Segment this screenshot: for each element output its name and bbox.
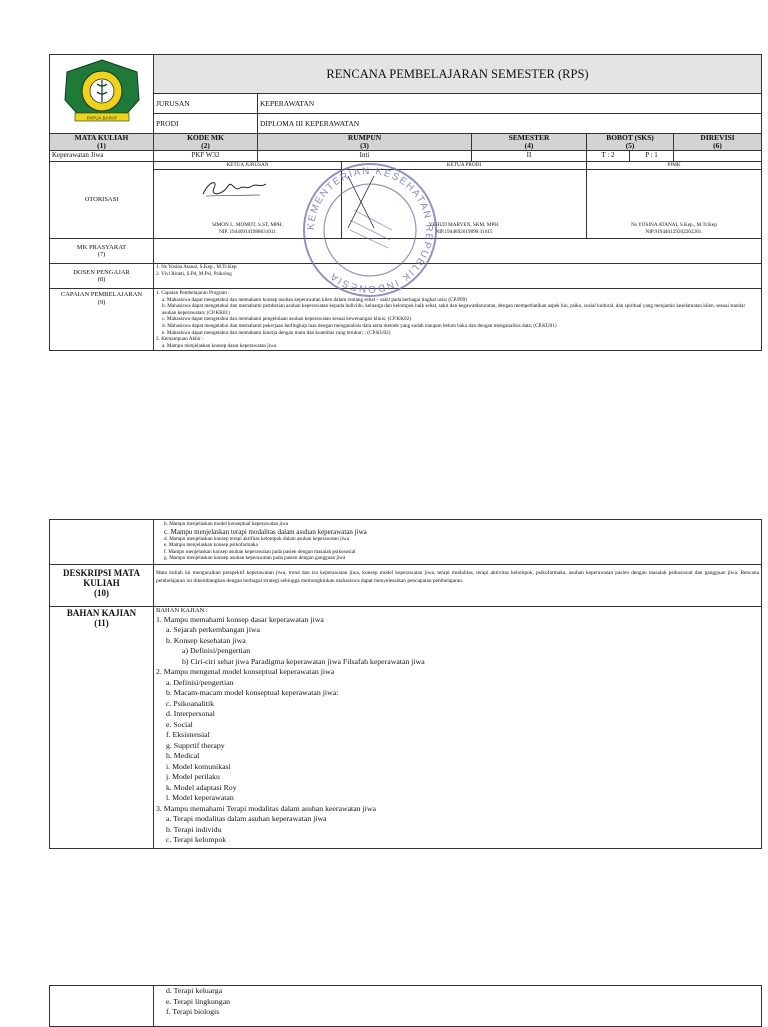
semester-header bbox=[472, 134, 587, 151]
course-sks-t: T : 2 bbox=[587, 151, 630, 162]
bahan-item: i. Model komunikasi bbox=[166, 761, 231, 771]
semester-header-no: (4) bbox=[524, 141, 534, 150]
bahan-item: 3. Mampu memahami Terapi modalitas dalam asuhan keerawatan jiwa bbox=[156, 803, 376, 813]
capaian-line: a. Mampu menjelaskan konsep dasar keperawatan jiwa bbox=[162, 342, 277, 349]
bahan-item: k. Model adaptasi Roy bbox=[166, 782, 237, 792]
page3-empty bbox=[50, 986, 154, 1027]
bahan-item: d. Interpersonal bbox=[166, 709, 215, 719]
course-header-row bbox=[50, 134, 762, 151]
dosen-label: DOSEN PENGAJAR bbox=[73, 268, 130, 276]
rumpun-header-label: RUMPUN bbox=[347, 133, 382, 142]
bahan-content bbox=[154, 606, 762, 848]
institution-logo bbox=[59, 58, 145, 126]
bahan-item: b. Terapi individu bbox=[166, 824, 222, 834]
bahan-item: a. Definisi/pengertian bbox=[166, 677, 234, 687]
capaian-line: d. Mahasiswa dapat mengetahui dan memahami pekerjaan berlingkup luas dengan menganalisis data serta metode yang sudah maupun belum baku dan dengan menganalisis data; (CP.KU01) bbox=[162, 322, 557, 329]
otorisasi-label: OTORISASI bbox=[50, 162, 154, 239]
rps-table-page2 bbox=[49, 519, 762, 849]
logo-cell bbox=[50, 55, 154, 134]
course-code: PKF W32 bbox=[154, 151, 258, 162]
dosen-list bbox=[154, 264, 762, 289]
capaian-line: e. Mahasiswa dapat mengetahui dan memahami kinerja dengan mutu dan kuantitas yang terukur; ; (CP.KU02) bbox=[162, 329, 391, 336]
dosen-label-cell bbox=[50, 264, 154, 289]
page2-top-list bbox=[154, 520, 762, 565]
kemampuan-item: f. Mampu menjelaskan konsep asuhan keperawatan pada pasien dengan masalah psikososial bbox=[164, 548, 356, 555]
bobot-header bbox=[587, 134, 674, 151]
bahan-item: g. Supprtif therapy bbox=[166, 740, 225, 750]
bobot-header-no: (5) bbox=[625, 141, 635, 150]
course-name: Keperawatan Jiwa bbox=[50, 151, 154, 162]
bahan-item: a. Terapi modalitas dalam asuhan keperawatan jiwa bbox=[166, 814, 327, 824]
direvisi-header bbox=[674, 134, 762, 151]
bahan-item: b. Konsep kesehatan jiwa bbox=[166, 635, 246, 645]
ketua-prodi-name: YEHUD MARYEN, SKM, MPH. bbox=[428, 222, 500, 229]
rps-table-page3 bbox=[49, 985, 762, 1027]
capaian-content bbox=[154, 289, 762, 351]
ketua-jurusan-nip: NIP. 194409141988031011 bbox=[219, 229, 276, 236]
rumpun-header bbox=[258, 134, 472, 151]
capaian-line: 2. Kemampuan Akhir : bbox=[156, 336, 204, 343]
ketua-prodi-head: KETUA PRODI bbox=[342, 162, 587, 170]
course-rumpun: Inti bbox=[258, 151, 472, 162]
mk-header-label: MATA KULIAH bbox=[74, 133, 129, 142]
dosen-no: (8) bbox=[97, 276, 106, 283]
bahan-no: (11) bbox=[94, 617, 109, 628]
mk-header-no: (1) bbox=[97, 141, 106, 150]
bahan-item: c. Psikoanalitik bbox=[166, 698, 215, 708]
bahan-label: BAHAN KAJIAN bbox=[66, 607, 137, 618]
deskripsi-no: (10) bbox=[94, 587, 109, 598]
mk-header bbox=[50, 134, 154, 151]
prasyarat-label-cell bbox=[50, 239, 154, 264]
stamp-text: KEMENTERIAN KESEHATAN REPUBLIK INDONESIA bbox=[305, 165, 435, 295]
bobot-header-label: BOBOT (SKS) bbox=[606, 133, 654, 142]
kode-header bbox=[154, 134, 258, 151]
bahan-label-cell bbox=[50, 606, 154, 848]
terapi-item: f. Terapi biologis bbox=[166, 1007, 220, 1016]
logo-caption: PAPUA BARAT bbox=[86, 114, 117, 120]
bahan-head: BAHAN KAJIAN : bbox=[156, 606, 208, 614]
pjmk-head: PJMK bbox=[587, 162, 762, 170]
pjmk-signature-cell bbox=[587, 170, 762, 239]
bahan-item: f. Eksistensial bbox=[166, 730, 210, 740]
deskripsi-label: DESKRIPSI MATA KULIAH bbox=[63, 567, 140, 588]
bahan-item: a. Sejarah perkembangan jiwa bbox=[166, 625, 260, 635]
terapi-item: e. Terapi lingkungan bbox=[166, 996, 231, 1006]
capaian-line: c. Mahasiswa dapat mengetahui dan memahami pengelolaan asuhan keperawatan sesuai kewenangan klinis; (CP.KK02) bbox=[162, 316, 411, 323]
bahan-item: b) Ciri-ciri sehat jiwa Paradigma keperawatan jiwa Filsafah keperawatan jiwa bbox=[182, 656, 425, 666]
ketua-jurusan-name: SIMON L. MOMOT, S.ST, MPH. bbox=[212, 222, 283, 229]
prodi-label: PRODI bbox=[154, 114, 258, 134]
bahan-item: 2. Mampu mengenal model konseptual keperawatan jiwa bbox=[156, 667, 335, 677]
page2-top-empty bbox=[50, 520, 154, 565]
prasyarat-no: (7) bbox=[97, 251, 106, 258]
capaian-no: (9) bbox=[97, 298, 106, 306]
dosen-item: 1. Ns Yosina Atanai, S.Kep., M.Tr.Kep bbox=[156, 264, 237, 270]
page-title: RENCANA PEMBELAJARAN SEMESTER (RPS) bbox=[154, 55, 762, 94]
capaian-line: b. Mahasiswa dapat mengetahui dan memahami pemberian asuhan keperawatan kepada individu, keluarga dan kelompok baik sehat, sakit dan kegawatdaruratan, dengan memperhatikan aspek bio, psiko, sosial kultural, dan spiritual yang menjamin keselamatan klien, sesuai standar asuhan keperawatan; (CP.KK01) bbox=[162, 303, 746, 316]
ketua-prodi-nip: NIP.1944692619890 31015 bbox=[435, 229, 493, 236]
course-sks-p: P : 1 bbox=[630, 151, 674, 162]
prasyarat-label: MK PRASYARAT bbox=[76, 243, 127, 251]
deskripsi-label-cell bbox=[50, 564, 154, 606]
kemampuan-item: e. Mampu menjelaskan konsep psikofarmaka bbox=[164, 542, 258, 549]
course-semester: II bbox=[472, 151, 587, 162]
rumpun-header-no: (3) bbox=[360, 141, 369, 150]
bahan-item: c. Terapi kelompok bbox=[166, 835, 227, 845]
page3-list bbox=[154, 986, 762, 1027]
bahan-list bbox=[156, 615, 759, 846]
course-direvisi bbox=[674, 151, 762, 162]
pjmk-name: Ns YOSINA ATANAI, S.Kep., M.Tr.Kep bbox=[631, 222, 717, 229]
bahan-item: l. Model keperawatan bbox=[166, 793, 234, 803]
capaian-line: a. Mahasiswa dapat mengetahui dan memahami konsep asuhan keperawatan klien dalam rentang sehat – sakit pada berbagai tingkat usia; (CP.P09) bbox=[162, 296, 467, 303]
prasyarat-value bbox=[154, 239, 762, 264]
deskripsi-text: Mata kuliah ini menguraikan prespektif keperawatan jiwa, trend dan isu keperawatan jiwa, konsep model keperawatan jiwa, terapi modalitas, terapi aktivitas kelompok, psikofarmaka, asuhan keperawatan pasien dengan masalah psikososial dan gangguan jiwa. Rencana pembelajaran ini dikembangkan dengan berbagai strategi sehingga memungkinkan mahasiswa dapat menyelesaikan pencapaian pembelajaran. bbox=[154, 564, 762, 606]
kode-header-no: (2) bbox=[201, 141, 210, 150]
pjmk-nip: NIP.919440129202202201. bbox=[645, 229, 703, 236]
official-stamp bbox=[300, 160, 440, 300]
kode-header-label: KODE MK bbox=[187, 133, 224, 142]
direvisi-header-no: (6) bbox=[713, 141, 722, 150]
prodi-value: DIPLOMA III KEPERAWATAN bbox=[258, 114, 762, 134]
bahan-item: b. Macam-macam model konseptual keperawatan jiwa: bbox=[166, 688, 339, 698]
jurusan-label: JURUSAN bbox=[154, 94, 258, 114]
bahan-item: j. Model perilaku bbox=[166, 772, 220, 782]
kemampuan-item: d. Mampu menjelaskan konsep terapi aktifitas kelompok dalam asuhan keperawatan jiwa bbox=[164, 535, 350, 542]
capaian-label: CAPAIAN PEMBELAJARAN bbox=[60, 291, 143, 298]
capaian-label-cell bbox=[50, 289, 154, 351]
direvisi-header-label: DIREVISI bbox=[700, 133, 735, 142]
dosen-item: 2. Vivi Rineti, S.Pd, M.Psi, Psikolog bbox=[156, 270, 232, 277]
bahan-item: e. Social bbox=[166, 719, 193, 729]
jurusan-value: KEPERAWATAN bbox=[258, 94, 762, 114]
terapi-item: d. Terapi keluarga bbox=[166, 986, 223, 995]
kemampuan-item: c. Mampu menjelaskan terapi modalitas dalam asuhan keperawatan jiwa bbox=[164, 527, 367, 536]
capaian-line: 1. Capaian Pembelajaran Program : bbox=[156, 290, 230, 296]
bahan-item: h. Medical bbox=[166, 751, 200, 761]
signature-jurusan bbox=[200, 176, 270, 202]
kemampuan-item: b. Mampu menjelaskan model konseptual keperawatan jiwa bbox=[164, 521, 289, 527]
bahan-item: a) Definisi/pengertian bbox=[182, 646, 251, 656]
kemampuan-item: g. Mampu menjelaskan konsep asuhan keperawatan pada pasien dengan gangguan jiwa bbox=[164, 555, 346, 562]
ketua-jurusan-head: KETUA JURUSAN bbox=[154, 162, 342, 170]
bahan-item: 1. Mampu memahami konsep dasar keperawatan jiwa bbox=[156, 614, 324, 624]
semester-header-label: SEMESTER bbox=[508, 133, 550, 142]
